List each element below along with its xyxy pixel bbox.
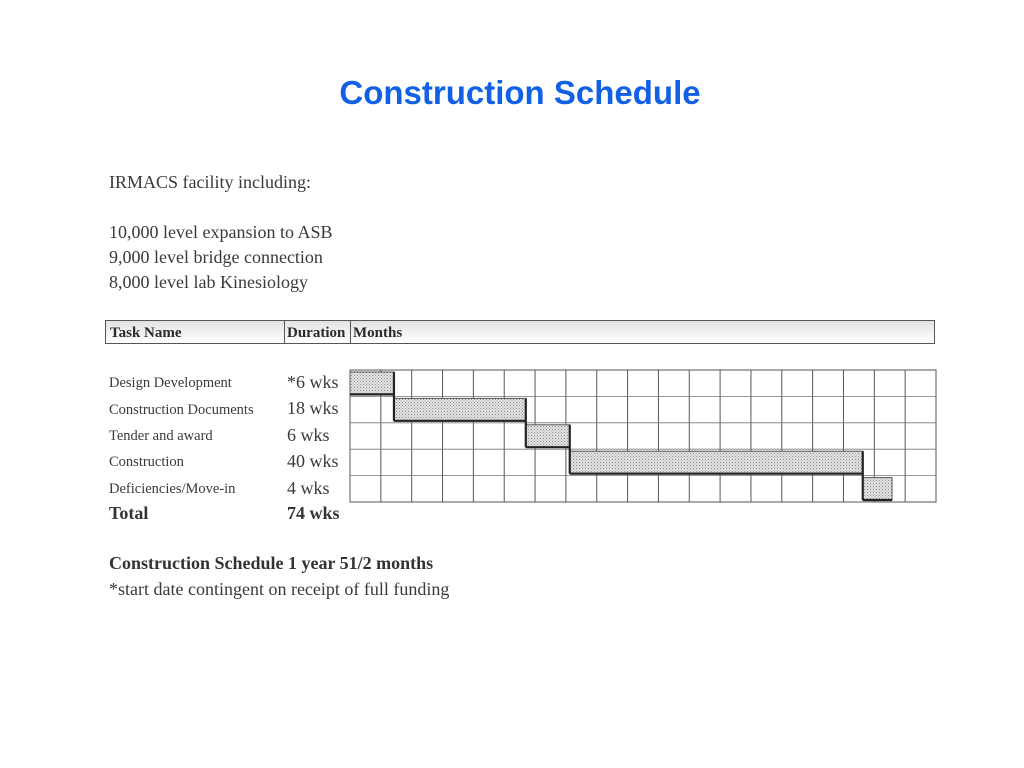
- task-duration: 40 wks: [287, 451, 339, 471]
- intro-item: 8,000 level lab Kinesiology: [109, 272, 308, 292]
- task-name: Tender and award: [109, 428, 213, 444]
- page-title: Construction Schedule: [339, 74, 701, 111]
- gantt-task-bar: [570, 451, 863, 473]
- header-duration: Duration: [287, 325, 346, 341]
- intro-heading: IRMACS facility including:: [109, 172, 311, 192]
- task-duration: 4 wks: [287, 478, 330, 498]
- header-months: Months: [353, 325, 403, 341]
- task-duration: *6 wks: [287, 372, 339, 392]
- task-name: Construction: [109, 454, 184, 470]
- task-name: Design Development: [109, 375, 232, 391]
- intro-item: 9,000 level bridge connection: [109, 247, 323, 267]
- task-duration: 18 wks: [287, 398, 339, 418]
- task-name: Construction Documents: [109, 402, 254, 418]
- total-value: 74 wks: [287, 503, 340, 523]
- header-task-name: Task Name: [110, 325, 182, 341]
- gantt-task-bar: [863, 478, 892, 500]
- gantt-grid-frame: [350, 370, 936, 502]
- schedule-summary: Construction Schedule 1 year 51/2 months: [109, 553, 434, 573]
- intro-item: 10,000 level expansion to ASB: [109, 222, 333, 242]
- gantt-task-bar: [394, 398, 526, 420]
- task-duration: 6 wks: [287, 425, 330, 445]
- gantt-task-bar: [526, 425, 570, 447]
- total-label: Total: [109, 503, 149, 523]
- gantt-task-bar: [350, 372, 394, 394]
- task-name: Deficiencies/Move-in: [109, 481, 236, 497]
- footnote: *start date contingent on receipt of full funding: [109, 579, 450, 599]
